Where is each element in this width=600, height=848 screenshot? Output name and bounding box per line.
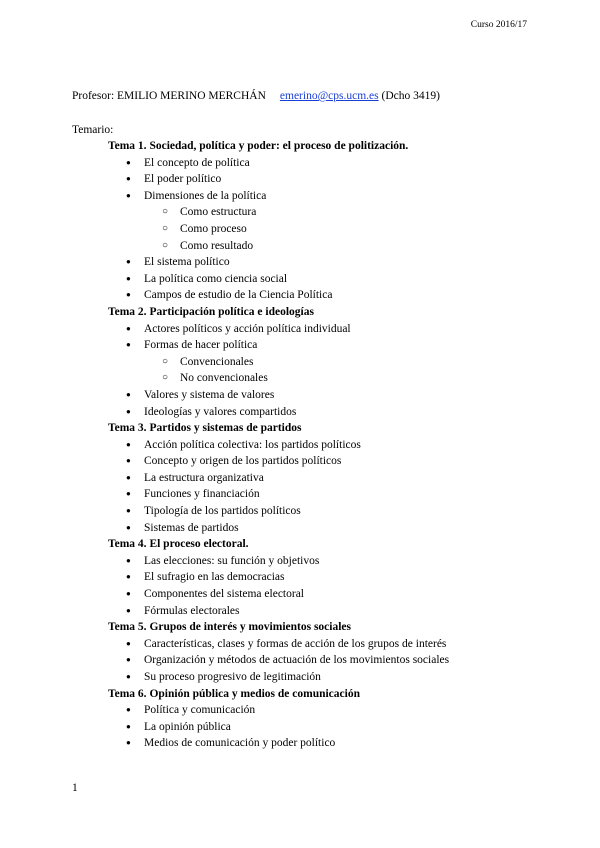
topic-item <box>126 470 600 487</box>
tema-number: Tema 6. <box>108 687 147 700</box>
topic-text: El poder político <box>144 173 222 186</box>
topic-text: La opinión pública <box>144 720 231 733</box>
bullet-icon: ● <box>126 290 131 300</box>
professor-office: (Dcho 3419) <box>381 90 440 102</box>
temario-heading: Temario: <box>72 124 114 136</box>
tema-title: Participación política e ideologías <box>149 305 314 318</box>
bullet-icon: ● <box>126 190 131 200</box>
tema-number: Tema 2. <box>108 305 147 318</box>
topic-text: Sistemas de partidos <box>144 521 239 534</box>
bullet-icon: ● <box>126 589 131 599</box>
professor-name: Profesor: EMILIO MERINO MERCHÁN <box>72 90 266 102</box>
topic-text: Las elecciones: su función y objetivos <box>144 554 320 567</box>
topic-text: Concepto y origen de los partidos políticos <box>144 455 342 468</box>
bullet-icon: ● <box>126 472 131 482</box>
tema-number: Tema 4. <box>108 538 147 551</box>
topic-text: Actores políticos y acción política individual <box>144 322 351 335</box>
bullet-icon: ● <box>126 273 131 283</box>
topic-item <box>126 702 600 719</box>
subtopic-item <box>162 354 600 371</box>
topic-text: La estructura organizativa <box>144 471 264 484</box>
subtopic-item <box>162 204 600 221</box>
topic-item <box>126 569 600 586</box>
tema-heading <box>108 619 600 636</box>
topic-text: Tipología de los partidos políticos <box>144 505 301 518</box>
tema-title: Sociedad, política y poder: el proceso de politización. <box>149 140 409 152</box>
bullet-icon: ● <box>126 555 131 565</box>
subtopic-text: No convencionales <box>180 372 268 385</box>
topic-text: Ideologías y valores compartidos <box>144 405 297 418</box>
topic-text: Formas de hacer política <box>144 339 258 352</box>
topic-item <box>126 387 600 404</box>
subtopic-text: Convencionales <box>180 355 254 368</box>
subtopic-text: Como estructura <box>180 206 257 219</box>
circle-bullet-icon: ○ <box>162 355 169 367</box>
topic-item <box>126 669 600 686</box>
bullet-icon: ● <box>126 506 131 516</box>
bullet-icon: ● <box>126 439 131 449</box>
tema-heading <box>108 138 600 155</box>
topic-item <box>126 155 600 172</box>
bullet-icon: ● <box>126 257 131 267</box>
circle-bullet-icon: ○ <box>162 372 169 384</box>
topic-text: Campos de estudio de la Ciencia Política <box>144 289 333 302</box>
bullet-icon: ● <box>126 605 131 615</box>
bullet-icon: ● <box>126 174 131 184</box>
tema-title: Partidos y sistemas de partidos <box>149 422 302 435</box>
topic-item <box>126 586 600 603</box>
topic-text: Valores y sistema de valores <box>144 388 275 401</box>
bullet-icon: ● <box>126 157 131 167</box>
tema-title: Opinión pública y medios de comunicación <box>149 687 360 700</box>
topic-item <box>126 453 600 470</box>
topic-text: El concepto de política <box>144 156 250 169</box>
bullet-icon: ● <box>126 638 131 648</box>
topic-text: Fórmulas electorales <box>144 604 240 617</box>
subtopic-item <box>162 370 600 387</box>
topic-item <box>126 404 600 421</box>
bullet-icon: ● <box>126 738 131 748</box>
subtopic-text: Como resultado <box>180 239 254 252</box>
subtopic-item <box>162 221 600 238</box>
bullet-icon: ● <box>126 489 131 499</box>
tema-title: El proceso electoral. <box>149 538 249 551</box>
professor-email-link[interactable]: emerino@cps.ucm.es <box>279 90 379 102</box>
topic-item <box>126 486 600 503</box>
tema-title: Grupos de interés y movimientos sociales <box>149 621 351 634</box>
topic-text: La política como ciencia social <box>144 272 288 285</box>
bullet-icon: ● <box>126 655 131 665</box>
topic-item <box>126 254 600 271</box>
tema-heading <box>108 304 600 321</box>
topic-item <box>126 553 600 570</box>
bullet-icon: ● <box>126 522 131 532</box>
topic-item <box>126 503 600 520</box>
topic-text: Acción política colectiva: los partidos políticos <box>144 438 361 451</box>
professor-line <box>72 90 440 102</box>
topic-item <box>126 719 600 736</box>
topic-text: Dimensiones de la política <box>144 189 267 202</box>
circle-bullet-icon: ○ <box>162 239 169 251</box>
topic-text: Organización y métodos de actuación de los movimientos sociales <box>144 654 450 667</box>
page-number: 1 <box>72 782 78 794</box>
topic-item <box>126 735 600 752</box>
bullet-icon: ● <box>126 705 131 715</box>
bullet-icon: ● <box>126 456 131 466</box>
tema-number: Tema 5. <box>108 621 147 634</box>
topic-text: Características, clases y formas de acción de los grupos de interés <box>144 637 447 650</box>
tema-number: Tema 3. <box>108 422 147 435</box>
bullet-icon: ● <box>126 672 131 681</box>
topic-text: El sufragio en las democracias <box>144 571 285 584</box>
course-year: Curso 2016/17 <box>470 20 527 30</box>
bullet-icon: ● <box>126 389 131 399</box>
topic-text: Componentes del sistema electoral <box>144 588 304 601</box>
subtopic-item <box>162 238 600 255</box>
topic-text: El sistema político <box>144 256 230 269</box>
circle-bullet-icon: ○ <box>162 222 169 234</box>
bullet-icon: ● <box>126 340 131 350</box>
topic-item <box>126 652 600 669</box>
bullet-icon: ● <box>126 323 131 333</box>
bullet-icon: ● <box>126 406 131 416</box>
topic-item <box>126 287 600 304</box>
tema-number: Tema 1. <box>108 140 147 152</box>
topic-item <box>126 271 600 288</box>
topic-item <box>126 188 600 205</box>
topic-text: Su proceso progresivo de legitimación <box>144 671 321 683</box>
topic-text: Funciones y financiación <box>144 488 260 501</box>
syllabus-list <box>0 138 600 752</box>
topic-item <box>126 636 600 653</box>
tema-heading <box>108 686 600 703</box>
subtopic-text: Como proceso <box>180 222 247 235</box>
topic-item <box>126 520 600 537</box>
circle-bullet-icon: ○ <box>162 206 169 218</box>
topic-text: Política y comunicación <box>144 704 256 717</box>
topic-item <box>126 337 600 354</box>
bullet-icon: ● <box>126 721 131 731</box>
tema-heading <box>108 420 600 437</box>
topic-item <box>126 321 600 338</box>
tema-heading <box>108 536 600 553</box>
bullet-icon: ● <box>126 572 131 582</box>
topic-text: Medios de comunicación y poder político <box>144 737 336 750</box>
topic-item <box>126 437 600 454</box>
topic-item <box>126 603 600 620</box>
topic-item <box>126 171 600 188</box>
